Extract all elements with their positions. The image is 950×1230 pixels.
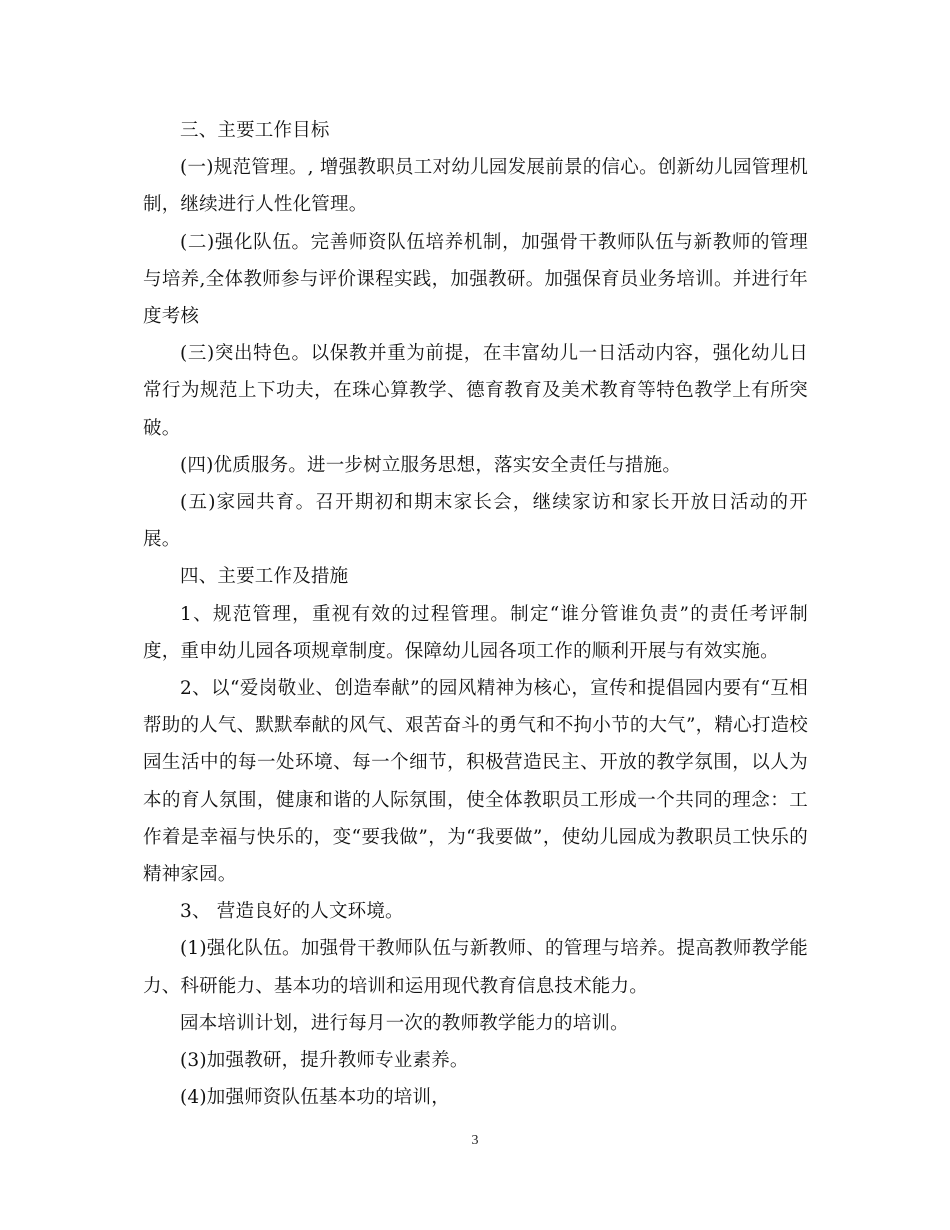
paragraph-sub-1: (1)强化队伍。加强骨干教师队伍与新教师、的管理与培养。提高教师教学能力、科研能力、基本功的培训和运用现代教育信息技术能力。 [143, 938, 808, 997]
paragraph-goal-3: (三)突出特色。以保教并重为前提，在丰富幼儿一日活动内容，强化幼儿日常行为规范上下功夫，在珠心算教学、德育教育及美术教育等特色教学上有所突破。 [143, 343, 808, 439]
paragraph-measure-2: 2、以“爱岗敬业、创造奉献”的园风精神为核心，宣传和提倡园内要有“互相帮助的人气、默默奉献的风气、艰苦奋斗的勇气和不拘小节的大气”，精心打造校园生活中的每一处环境、每一个细节，积极营造民主、开放的教学氛围，以人为本的育人氛围，健康和谐的人际氛围，使全体教职员工形成一个共同的理念：工作着是幸福与快乐的，变“要我做”，为“我要做”，使幼儿园成为教职员工快乐的精神家园。 [143, 678, 808, 886]
paragraph-sub-4: (4)加强师资队伍基本功的培训， [180, 1087, 450, 1109]
section-heading-goals: 三、主要工作目标 [180, 120, 330, 141]
paragraph-goal-2: (二)强化队伍。完善师资队伍培养机制，加强骨干教师队伍与新教师的管理与培养,全体教师参与评价课程实践，加强教研。加强保育员业务培训。并进行年度考核 [143, 231, 808, 328]
paragraph-sub-3: (3)加强教研，提升教师专业素养。 [180, 1050, 469, 1072]
paragraph-training-plan: 园本培训计划，进行每月一次的教师教学能力的培训。 [180, 1012, 629, 1034]
paragraph-measure-3: 3、 营造良好的人文环境。 [180, 901, 404, 923]
page-number: 3 [471, 1133, 479, 1148]
paragraph-measure-1: 1、规范管理，重视有效的过程管理。制定“谁分管谁负责”的责任考评制度，重申幼儿园各项规章制度。保障幼儿园各项工作的顺利开展与有效实施。 [143, 603, 808, 662]
paragraph-goal-5: (五)家园共育。召开期初和期末家长会，继续家访和家长开放日活动的开展。 [143, 492, 808, 551]
paragraph-goal-1: (一)规范管理。, 增强教职员工对幼儿园发展前景的信心。创新幼儿园管理机制，继续进行人性化管理。 [143, 157, 808, 216]
document-body [143, 112, 808, 1116]
section-heading-measures: 四、主要工作及措施 [180, 566, 349, 588]
paragraph-goal-4: (四)优质服务。进一步树立服务思想，落实安全责任与措施。 [180, 454, 682, 476]
